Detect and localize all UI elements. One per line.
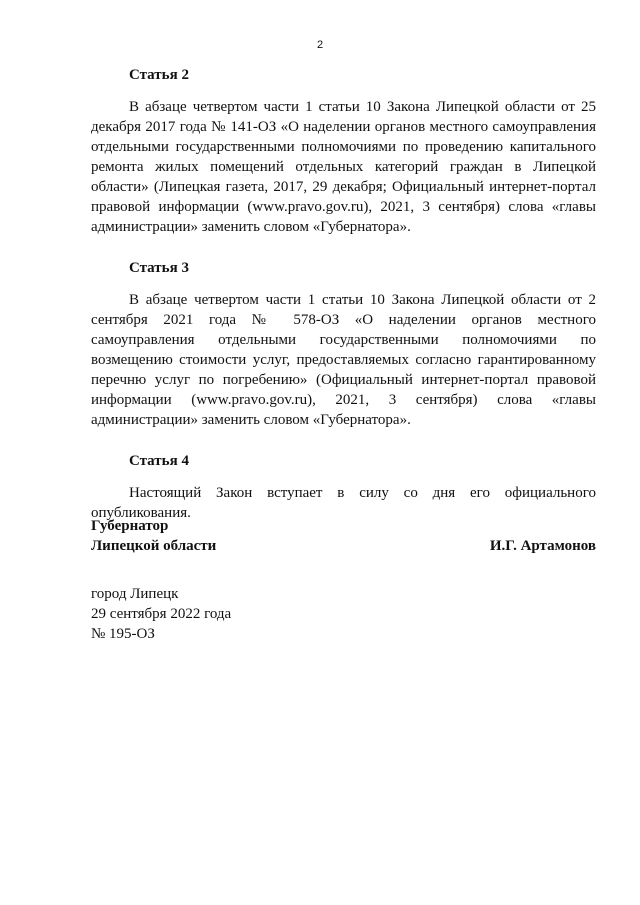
signature-block [91,516,596,556]
article-heading: Статья 3 [129,260,189,276]
article-paragraph: В абзаце четвертом части 1 статьи 10 Закона Липецкой области от 2 сентября 2021 года № 578-ОЗ «О наделении органов местного самоуправления отдельными государственными полномочиями по возмещению стоимости услуг, предоставляемых согласно гарантированному перечню услуг по погребению» (Официальный интернет-портал правовой информации (www.pravo.gov.ru), 2021, 3 сентября) слова «главы администрации» заменить словом «Губернатора». [91,292,596,428]
article-paragraph: В абзаце четвертом части 1 статьи 10 Закона Липецкой области от 25 декабря 2017 года № 141-ОЗ «О наделении органов местного самоуправления отдельными государственными полномочиями по проведению капитального ремонта жилых помещений отдельных категорий граждан в Липецкой области» (Липецкая газета, 2017, 29 декабря; Официальный интернет-портал правовой информации (www.pravo.gov.ru), 2021, 3 сентября) слова «главы администрации» заменить словом «Губернатора». [91,99,596,235]
article-3 [91,258,596,430]
article-heading: Статья 4 [129,453,189,469]
footer-city: город Липецк [91,586,179,602]
signatory-title-line1: Губернатор [91,518,169,534]
article-paragraph: Настоящий Закон вступает в силу со дня его официального опубликования. [91,485,596,521]
signatory-name: И.Г. Артамонов [489,538,596,554]
footer-block [91,584,231,644]
footer-law-number: № 195-ОЗ [91,626,155,642]
article-4 [91,451,596,523]
document-body [91,65,596,544]
page-number: 2 [316,39,324,51]
article-heading: Статья 2 [129,67,189,83]
footer-date: 29 сентября 2022 года [91,606,232,622]
signature-row [91,536,596,556]
article-2 [91,65,596,237]
signatory-title-line2: Липецкой области [91,538,217,554]
